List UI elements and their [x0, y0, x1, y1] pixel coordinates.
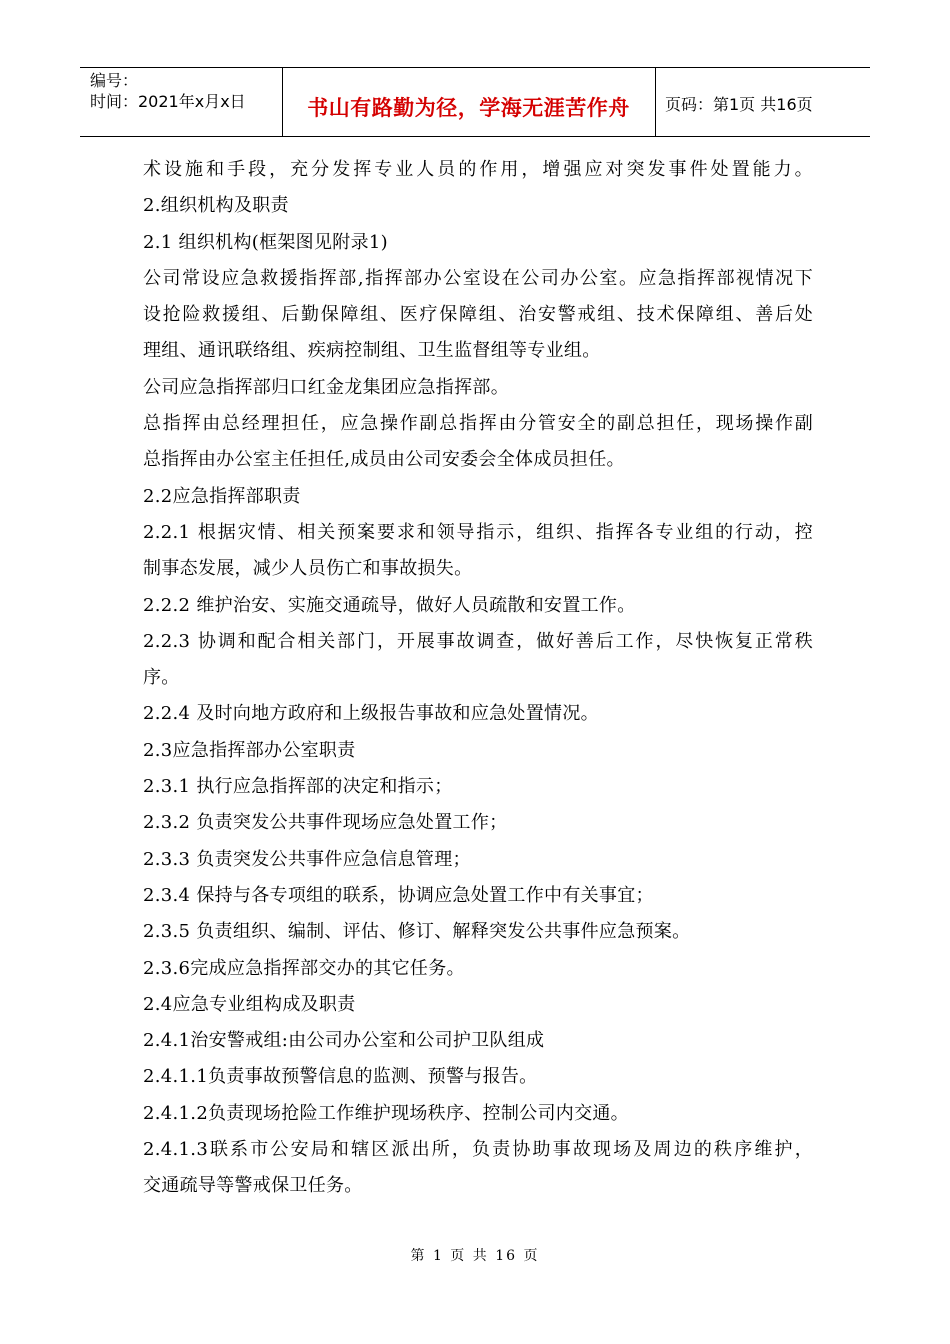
- header-meta: [90, 70, 246, 112]
- page-footer: 第 1 页 共 16 页: [410, 1248, 540, 1264]
- body-line: 2.2.2 维护治安、实施交通疏导，做好人员疏散和安置工作。: [143, 594, 636, 616]
- header-divider-right: [655, 67, 656, 136]
- body-line: 2.2.4 及时向地方政府和上级报告事故和应急处置情况。: [143, 703, 599, 725]
- body-line: 2.3.5 负责组织、编制、评估、修订、解释突发公共事件应急预案。: [143, 921, 691, 943]
- body-line: 总指挥由办公室主任担任,成员由公司安委会全体成员担任。: [143, 449, 625, 471]
- body-line: 2.4.1.2负责现场抢险工作维护现场秩序、控制公司内交通。: [143, 1102, 629, 1124]
- body-line: 公司常设应急救援指挥部,指挥部办公室设在公司办公室。应急指挥部视情况下: [143, 267, 813, 289]
- header-bottom-rule: [80, 136, 870, 137]
- body-line: 制事态发展，减少人员伤亡和事故损失。: [143, 558, 473, 580]
- header-motto: 书山有路勤为径，学海无涯苦作舟: [307, 96, 630, 120]
- subsection-heading: 2.3应急指挥部办公室职责: [143, 739, 356, 761]
- body-line: 2.4.1治安警戒组:由公司办公室和公司护卫队组成: [143, 1030, 545, 1052]
- subsection-heading: 2.1 组织机构(框架图见附录1): [143, 231, 388, 253]
- body-line: 2.4.1.1负责事故预警信息的监测、预警与报告。: [143, 1066, 538, 1088]
- body-line: 设抢险救援组、后勤保障组、医疗保障组、治安警戒组、技术保障组、善后处: [143, 304, 813, 326]
- body-line: 2.4.1.3联系市公安局和辖区派出所，负责协助事故现场及周边的秩序维护，: [143, 1139, 813, 1161]
- body-line: 公司应急指挥部归口红金龙集团应急指挥部。: [143, 376, 509, 398]
- body-line: 总指挥由总经理担任，应急操作副总指挥由分管安全的副总担任，现场操作副: [143, 413, 813, 435]
- body-line: 2.3.6完成应急指挥部交办的其它任务。: [143, 957, 465, 979]
- header-number-label: 编号：: [90, 71, 139, 90]
- subsection-heading: 2.4应急专业组构成及职责: [143, 993, 356, 1015]
- body-line: 交通疏导等警戒保卫任务。: [143, 1175, 363, 1197]
- body-line: 2.3.4 保持与各专项组的联系，协调应急处置工作中有关事宜；: [143, 884, 654, 906]
- body-line: 2.3.2 负责突发公共事件现场应急处置工作；: [143, 812, 508, 834]
- header-top-rule: [80, 67, 870, 68]
- body-line: 序。: [143, 667, 180, 689]
- body-line: 术设施和手段，充分发挥专业人员的作用，增强应对突发事件处置能力。: [143, 159, 813, 180]
- document-body: [143, 152, 813, 1205]
- header-time-label: 时间：2021年x月x日: [90, 92, 246, 111]
- header-page-info: 页码：第1页 共16页: [665, 95, 813, 114]
- body-line: 2.2.1 根据灾情、相关预案要求和领导指示，组织、指挥各专业组的行动，控: [143, 521, 813, 543]
- section-heading: 2.组织机构及职责: [143, 195, 289, 217]
- subsection-heading: 2.2应急指挥部职责: [143, 485, 301, 507]
- body-line: 2.2.3 协调和配合相关部门，开展事故调查，做好善后工作，尽快恢复正常秩: [143, 630, 813, 652]
- body-line: 2.3.3 负责突发公共事件应急信息管理；: [143, 848, 471, 870]
- body-line: 2.3.1 执行应急指挥部的决定和指示；: [143, 776, 453, 798]
- body-line: 理组、通讯联络组、疾病控制组、卫生监督组等专业组。: [143, 340, 601, 362]
